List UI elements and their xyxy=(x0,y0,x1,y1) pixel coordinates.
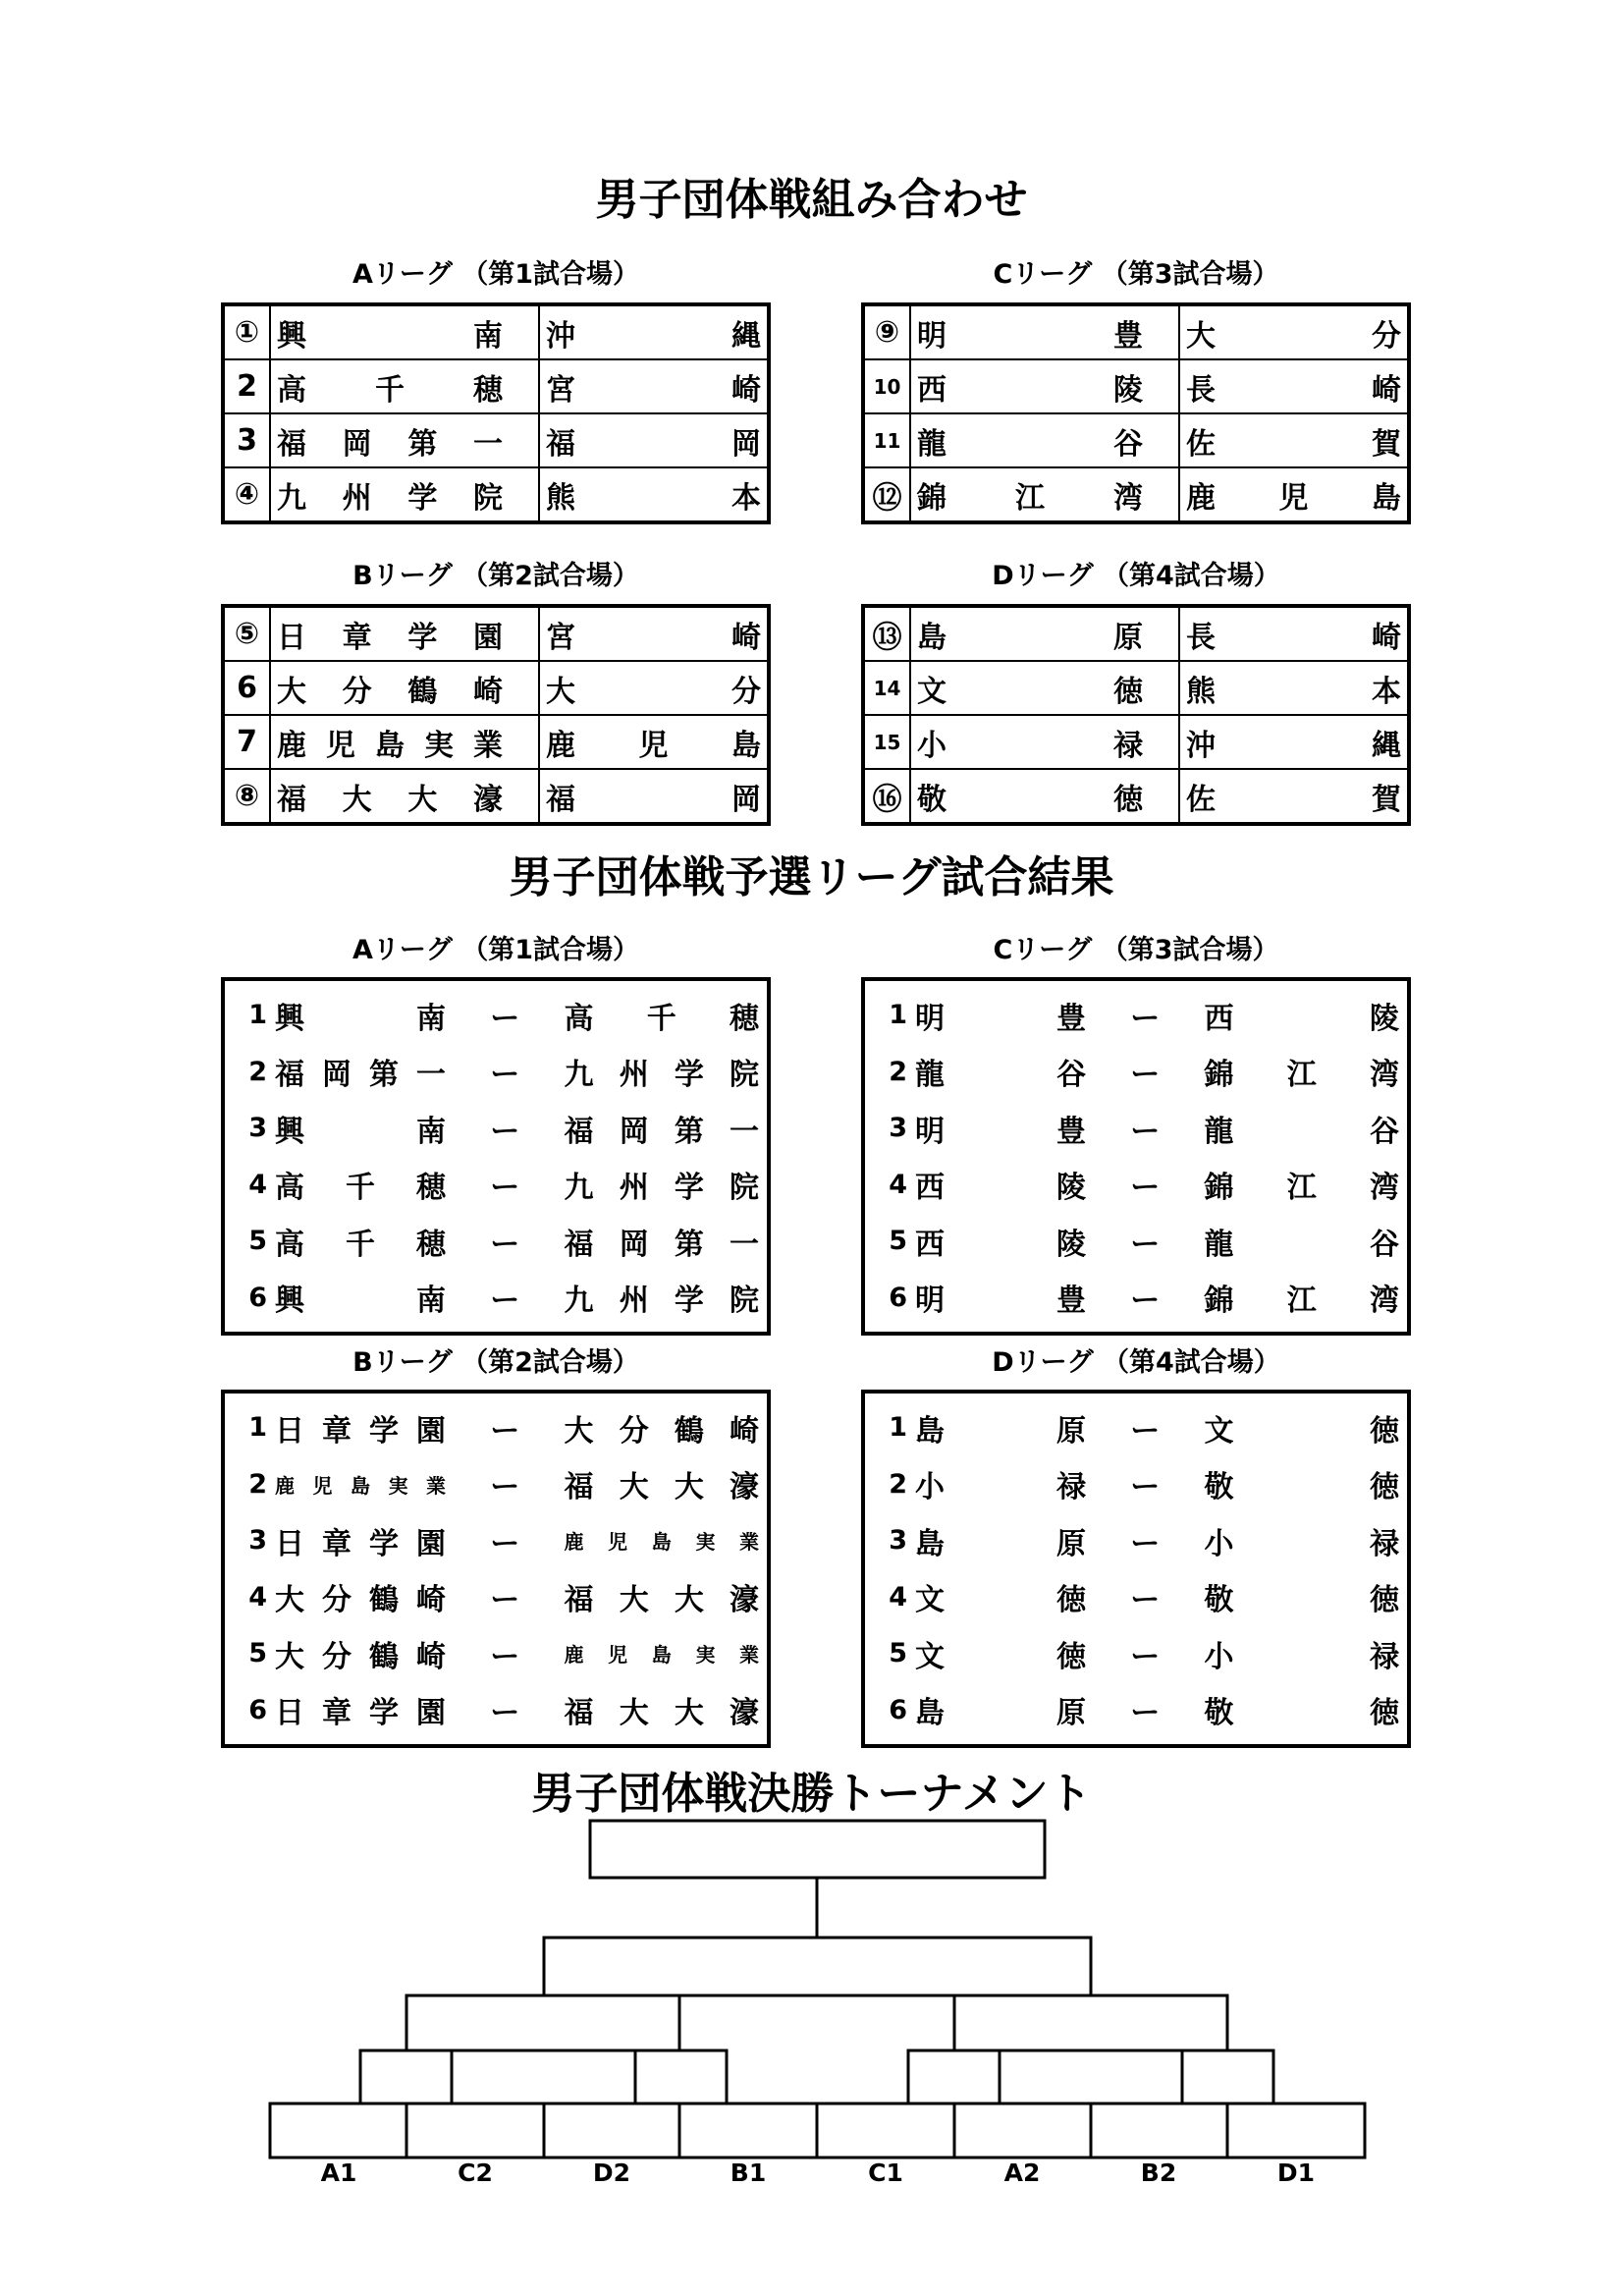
team-b: 九 州 学 院 xyxy=(564,1284,759,1319)
seed-number: ⑧ xyxy=(223,769,270,824)
seed-number: 2 xyxy=(223,359,270,413)
bracket-slot-label: C2 xyxy=(458,2159,493,2187)
school-name: 高 千 穂 xyxy=(270,359,539,413)
group-c-caption: Cリーグ （第3試合場） xyxy=(993,259,1279,290)
versus-dash: ー xyxy=(490,1284,520,1319)
school-name: 大 分 鶴 崎 xyxy=(270,661,539,715)
school-name: 福 岡 第 一 xyxy=(270,413,539,467)
team-a: 高 千 穂 xyxy=(275,1227,446,1262)
seed-number: 6 xyxy=(223,661,270,715)
pairings-title: 男子団体戦組み合わせ xyxy=(595,175,1028,225)
prefecture: 福 岡 xyxy=(539,413,769,467)
team-b: 福 大 大 濠 xyxy=(564,1696,759,1731)
school-name: 文 徳 xyxy=(910,661,1179,715)
bracket-slot-label: D1 xyxy=(1276,2159,1316,2187)
prelim-title: 男子団体戦予選リーグ試合結果 xyxy=(509,852,1114,902)
result-c-caption: Cリーグ （第3試合場） xyxy=(993,935,1279,965)
seed-number: 11 xyxy=(863,413,910,467)
school-name: 島 原 xyxy=(910,606,1179,661)
group-a-caption: Aリーグ （第1試合場） xyxy=(352,259,640,290)
school-name: 敬 徳 xyxy=(910,769,1179,824)
school-name: 明 豊 xyxy=(910,304,1179,359)
prefecture: 鹿 児 島 xyxy=(539,715,769,769)
team-b: 龍 谷 xyxy=(1204,1114,1399,1149)
seed-number: ④ xyxy=(223,467,270,522)
winner-box xyxy=(590,1821,1045,1878)
prefecture: 佐 賀 xyxy=(1179,413,1409,467)
match-number: 3 xyxy=(248,1113,268,1144)
team-a: 日 章 学 園 xyxy=(275,1696,446,1731)
team-a: 大 分 鶴 崎 xyxy=(275,1583,446,1618)
versus-dash: ー xyxy=(490,1583,520,1618)
versus-dash: ー xyxy=(490,1639,520,1674)
match-number: 6 xyxy=(889,1694,908,1725)
school-name: 福 大 大 濠 xyxy=(270,769,539,824)
result-b-caption: Bリーグ （第2試合場） xyxy=(352,1347,639,1378)
prefecture: 沖 縄 xyxy=(539,304,769,359)
team-b: 小 禄 xyxy=(1204,1639,1399,1674)
versus-dash: ー xyxy=(490,1413,520,1449)
versus-dash: ー xyxy=(1130,1171,1161,1206)
team-a: 文 徳 xyxy=(915,1583,1086,1618)
versus-dash: ー xyxy=(1130,1227,1161,1262)
versus-dash: ー xyxy=(1130,1639,1161,1674)
team-b: 龍 谷 xyxy=(1204,1227,1399,1262)
team-b: 九 州 学 院 xyxy=(564,1171,759,1206)
versus-dash: ー xyxy=(490,1470,520,1505)
team-a: 日 章 学 園 xyxy=(275,1413,446,1449)
team-b: 福 岡 第 一 xyxy=(564,1227,759,1262)
school-name: 興 南 xyxy=(270,304,539,359)
versus-dash: ー xyxy=(1130,1413,1161,1449)
team-a: 龍 谷 xyxy=(915,1058,1086,1093)
prefecture: 佐 賀 xyxy=(1179,769,1409,824)
match-number: 6 xyxy=(248,1282,268,1313)
versus-dash: ー xyxy=(1130,1114,1161,1149)
match-number: 4 xyxy=(248,1169,268,1200)
team-a: 島 原 xyxy=(915,1413,1086,1449)
versus-dash: ー xyxy=(490,1227,520,1262)
result-d-caption: Dリーグ （第4試合場） xyxy=(992,1347,1280,1378)
bracket-slot-label: B2 xyxy=(1140,2159,1177,2187)
school-name: 龍 谷 xyxy=(910,413,1179,467)
match-number: 2 xyxy=(248,1468,268,1500)
versus-dash: ー xyxy=(490,1114,520,1149)
versus-dash: ー xyxy=(490,1696,520,1731)
team-b: 九 州 学 院 xyxy=(564,1058,759,1093)
seed-number: 3 xyxy=(223,413,270,467)
team-b: 文 徳 xyxy=(1204,1413,1399,1449)
versus-dash: ー xyxy=(490,1001,520,1036)
versus-dash: ー xyxy=(1130,1583,1161,1618)
team-a: 西 陵 xyxy=(915,1171,1086,1206)
team-a: 小 禄 xyxy=(915,1470,1086,1505)
school-name: 西 陵 xyxy=(910,359,1179,413)
team-a: 西 陵 xyxy=(915,1227,1086,1262)
team-a: 鹿 児 島 実 業 xyxy=(275,1473,446,1498)
school-name: 日 章 学 園 xyxy=(270,606,539,661)
versus-dash: ー xyxy=(490,1526,520,1561)
seed-number: ⑯ xyxy=(863,769,910,824)
versus-dash: ー xyxy=(490,1171,520,1206)
match-number: 4 xyxy=(889,1169,908,1200)
seed-number: ⑫ xyxy=(863,467,910,522)
team-b: 敬 徳 xyxy=(1204,1470,1399,1505)
team-b: 福 岡 第 一 xyxy=(564,1114,759,1149)
versus-dash: ー xyxy=(1130,1058,1161,1093)
versus-dash: ー xyxy=(490,1058,520,1093)
team-a: 興 南 xyxy=(275,1284,446,1319)
versus-dash: ー xyxy=(1130,1001,1161,1036)
group-b-caption: Bリーグ （第2試合場） xyxy=(352,561,639,591)
prefecture: 宮 崎 xyxy=(539,606,769,661)
versus-dash: ー xyxy=(1130,1526,1161,1561)
versus-dash: ー xyxy=(1130,1470,1161,1505)
team-b: 錦 江 湾 xyxy=(1204,1284,1399,1319)
versus-dash: ー xyxy=(1130,1696,1161,1731)
prefecture: 熊 本 xyxy=(1179,661,1409,715)
team-b: 高 千 穂 xyxy=(564,1001,759,1036)
match-number: 6 xyxy=(889,1282,908,1313)
final-title: 男子団体戦決勝トーナメント xyxy=(531,1769,1092,1819)
match-number: 3 xyxy=(889,1113,908,1144)
match-number: 1 xyxy=(889,1000,908,1031)
team-a: 島 原 xyxy=(915,1696,1086,1731)
team-a: 明 豊 xyxy=(915,1284,1086,1319)
team-a: 大 分 鶴 崎 xyxy=(275,1639,446,1674)
seed-number: 10 xyxy=(863,359,910,413)
team-a: 島 原 xyxy=(915,1526,1086,1561)
team-a: 興 南 xyxy=(275,1001,446,1036)
prefecture: 熊 本 xyxy=(539,467,769,522)
group-d-caption: Dリーグ （第4試合場） xyxy=(992,561,1280,591)
bracket-slot-label: A2 xyxy=(1003,2159,1041,2187)
prefecture: 鹿 児 島 xyxy=(1179,467,1409,522)
match-number: 4 xyxy=(889,1581,908,1613)
match-number: 6 xyxy=(248,1694,268,1725)
team-b: 敬 徳 xyxy=(1204,1696,1399,1731)
team-b: 福 大 大 濠 xyxy=(564,1583,759,1618)
match-number: 1 xyxy=(248,1412,268,1444)
prefecture: 大 分 xyxy=(1179,304,1409,359)
team-b: 敬 徳 xyxy=(1204,1583,1399,1618)
match-number: 5 xyxy=(248,1226,268,1257)
prefecture: 沖 縄 xyxy=(1179,715,1409,769)
match-number: 2 xyxy=(248,1056,268,1087)
seed-number: ⑨ xyxy=(863,304,910,359)
match-number: 3 xyxy=(248,1525,268,1557)
team-b: 西 陵 xyxy=(1204,1001,1399,1036)
team-b: 小 禄 xyxy=(1204,1526,1399,1561)
team-a: 福 岡 第 一 xyxy=(275,1058,446,1093)
match-number: 1 xyxy=(889,1412,908,1444)
match-number: 1 xyxy=(248,1000,268,1031)
team-b: 大 分 鶴 崎 xyxy=(564,1413,759,1449)
match-number: 3 xyxy=(889,1525,908,1557)
team-a: 高 千 穂 xyxy=(275,1171,446,1206)
team-a: 明 豊 xyxy=(915,1114,1086,1149)
team-b: 錦 江 湾 xyxy=(1204,1058,1399,1093)
match-number: 2 xyxy=(889,1468,908,1500)
result-a-caption: Aリーグ （第1試合場） xyxy=(352,935,640,965)
prefecture: 長 崎 xyxy=(1179,359,1409,413)
seed-number: 14 xyxy=(863,661,910,715)
seed-number: ⑤ xyxy=(223,606,270,661)
prefecture: 長 崎 xyxy=(1179,606,1409,661)
seed-number: ⑬ xyxy=(863,606,910,661)
prefecture: 福 岡 xyxy=(539,769,769,824)
team-a: 文 徳 xyxy=(915,1639,1086,1674)
team-b: 鹿 児 島 実 業 xyxy=(564,1643,759,1667)
match-number: 5 xyxy=(889,1226,908,1257)
bracket-slot-label: C1 xyxy=(868,2159,903,2187)
match-number: 4 xyxy=(248,1581,268,1613)
team-b: 鹿 児 島 実 業 xyxy=(564,1530,759,1555)
school-name: 九 州 学 院 xyxy=(270,467,539,522)
seed-number: 7 xyxy=(223,715,270,769)
bracket-slot-label: B1 xyxy=(730,2159,767,2187)
team-b: 福 大 大 濠 xyxy=(564,1470,759,1505)
school-name: 小 禄 xyxy=(910,715,1179,769)
match-number: 5 xyxy=(889,1638,908,1669)
seed-number: 15 xyxy=(863,715,910,769)
team-a: 興 南 xyxy=(275,1114,446,1149)
team-a: 明 豊 xyxy=(915,1001,1086,1036)
prefecture: 大 分 xyxy=(539,661,769,715)
versus-dash: ー xyxy=(1130,1284,1161,1319)
bracket-slot-label: A1 xyxy=(320,2159,357,2187)
team-b: 錦 江 湾 xyxy=(1204,1171,1399,1206)
prefecture: 宮 崎 xyxy=(539,359,769,413)
match-number: 2 xyxy=(889,1056,908,1087)
school-name: 錦 江 湾 xyxy=(910,467,1179,522)
match-number: 5 xyxy=(248,1638,268,1669)
seed-number: ① xyxy=(223,304,270,359)
team-a: 日 章 学 園 xyxy=(275,1526,446,1561)
bracket-slot-label: D2 xyxy=(592,2159,631,2187)
school-name: 鹿 児 島 実 業 xyxy=(270,715,539,769)
